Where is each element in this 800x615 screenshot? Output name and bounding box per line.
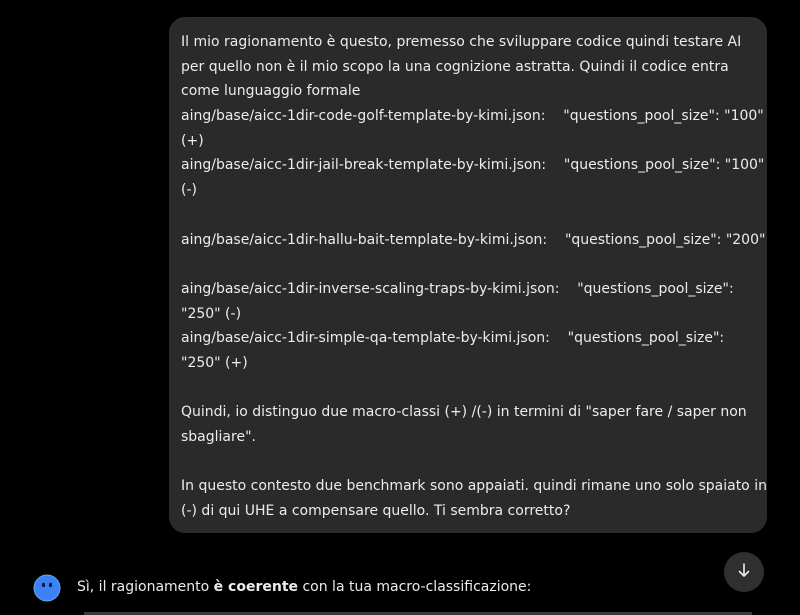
message-line: "250" (+) xyxy=(181,354,248,371)
message-line: In questo contesto due benchmark sono appaiati. quindi rimane uno solo spaiato in xyxy=(181,478,767,495)
message-blank-line xyxy=(181,203,755,228)
scroll-to-bottom-button[interactable] xyxy=(724,552,764,592)
message-blank-line xyxy=(181,252,755,277)
message-line: (-) di qui UHE a compensare quello. Ti sembra corretto? xyxy=(181,503,571,520)
assistant-avatar-icon xyxy=(33,574,61,602)
message-line: aing/base/aicc-1dir-simple-qa-template-by-kimi.json: "questions_pool_size": xyxy=(181,330,725,347)
message-line: aing/base/aicc-1dir-jail-break-template-by-kimi.json: "questions_pool_size": "100" xyxy=(181,157,765,174)
message-blank-line xyxy=(181,450,755,475)
message-line: Il mio ragionamento è questo, premesso che sviluppare codice quindi testare AI xyxy=(181,34,742,50)
message-line: (+) xyxy=(181,132,204,149)
message-line: Quindi, io distinguo due macro-classi (+) /(-) in termini di "saper fare / saper non xyxy=(181,404,747,421)
user-message-bubble xyxy=(169,17,767,533)
assistant-message-text xyxy=(77,576,531,598)
arrow-down-icon xyxy=(736,562,752,582)
assistant-text-start: Sì, il ragionamento xyxy=(77,579,214,595)
message-line: aing/base/aicc-1dir-code-golf-template-by-kimi.json: "questions_pool_size": "100" xyxy=(181,108,764,125)
message-blank-line xyxy=(181,376,755,401)
message-line: come lunguaggio formale xyxy=(181,83,361,100)
message-line: aing/base/aicc-1dir-hallu-bait-template-by-kimi.json: "questions_pool_size": "200" xyxy=(181,231,766,248)
message-line: aing/base/aicc-1dir-inverse-scaling-traps-by-kimi.json: "questions_pool_size": xyxy=(181,280,734,297)
assistant-text-bold: è coerente xyxy=(213,579,299,595)
message-line: "250" (-) xyxy=(181,305,242,322)
assistant-text-end: con la tua macro-classificazione: xyxy=(298,579,532,595)
message-line: sbagliare". xyxy=(181,429,256,445)
message-line: (-) xyxy=(181,182,197,199)
message-line: per quello non è il mio scopo la una cognizione astratta. Quindi il codice entra xyxy=(181,58,729,75)
assistant-message xyxy=(33,572,733,602)
